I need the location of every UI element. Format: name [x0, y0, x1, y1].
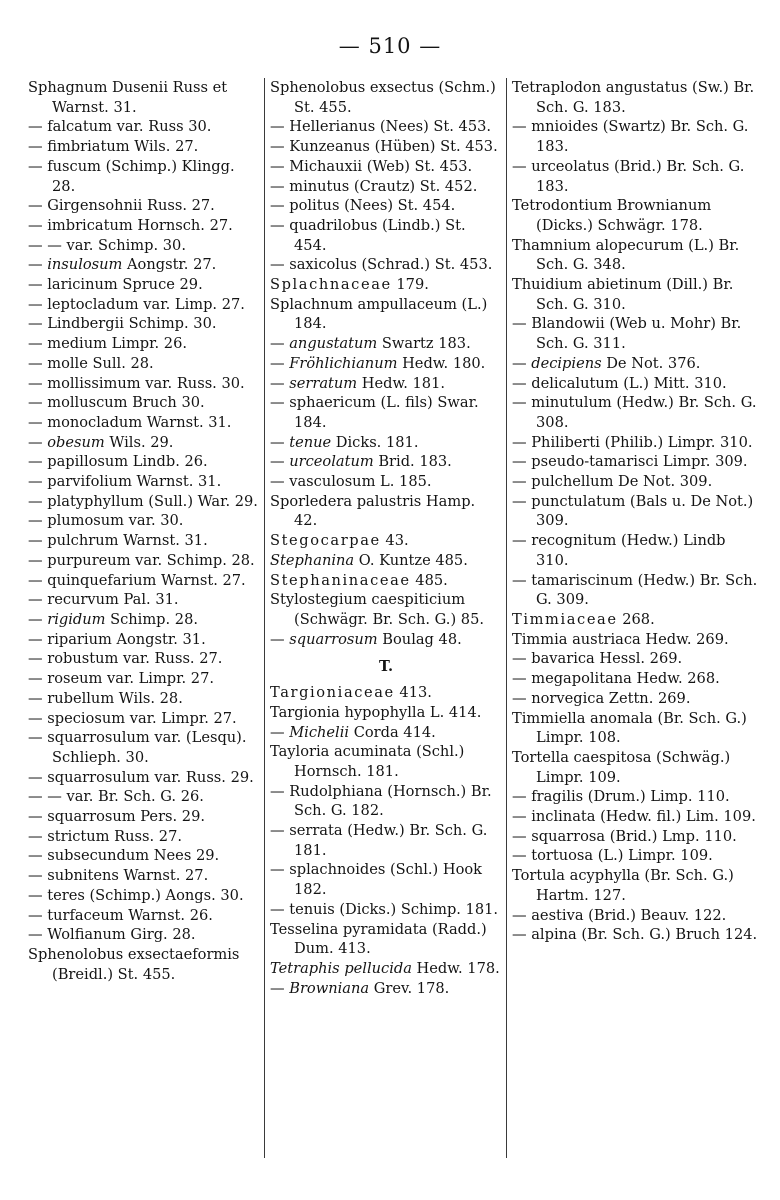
index-column-3 [512, 78, 758, 945]
index-entry [270, 255, 502, 275]
entry-suffix: Hedw. 178. [411, 959, 500, 977]
index-entry [28, 571, 260, 591]
index-entry [270, 137, 502, 157]
index-entry [512, 472, 758, 492]
entry-text: — purpureum var. Schimp. 28. [28, 551, 255, 569]
section-letter: T. [378, 658, 394, 676]
entry-text: — speciosum var. Limpr. 27. [28, 709, 237, 727]
entry-text: — [270, 723, 290, 741]
entry-suffix: 485. [410, 571, 448, 589]
entry-text: — [28, 610, 48, 628]
index-entry [270, 78, 502, 117]
entry-text: — serrata (Hedw.) Br. Sch. G. 181. [270, 822, 488, 859]
index-entry [28, 925, 260, 945]
index-entry [270, 630, 502, 650]
index-entry [28, 906, 260, 926]
index-entry [512, 827, 758, 847]
index-entry [28, 472, 260, 492]
entry-text: — bavarica Hessl. 269. [512, 650, 683, 668]
entry-text: — strictum Russ. 27. [28, 827, 182, 845]
entry-text: — riparium Aongstr. 31. [28, 630, 206, 648]
entry-text: — Girgensohnii Russ. 27. [28, 197, 215, 215]
index-entry [270, 821, 502, 860]
entry-text: — leptocladum var. Limp. 27. [28, 295, 245, 313]
entry-text: Tetrodontium Brownianum (Dicks.) Schwägr. 178. [512, 197, 712, 234]
index-entry [28, 807, 260, 827]
index-entry [270, 703, 502, 723]
entry-text: — quinquefarium Warnst. 27. [28, 571, 246, 589]
index-entry [512, 571, 758, 610]
entry-text: — pulchrum Warnst. 31. [28, 532, 208, 550]
index-entry [512, 492, 758, 531]
index-entry [28, 886, 260, 906]
entry-text: Tortella caespitosa (Schwäg.) Limpr. 109. [512, 748, 731, 786]
index-entry [512, 649, 758, 669]
entry-suffix: 268. [617, 610, 655, 628]
index-entry [28, 452, 260, 472]
entry-text: — recurvum Pal. 31. [28, 591, 179, 609]
index-entry [270, 216, 502, 255]
index-entry [270, 683, 502, 703]
entry-text: — medium Limpr. 26. [28, 335, 187, 353]
index-entry [270, 782, 502, 821]
index-entry [512, 846, 758, 866]
entry-suffix: Dicks. 181. [331, 433, 419, 451]
entry-suffix: Aongstr. 27. [122, 256, 217, 274]
entry-suffix: De Not. 376. [601, 354, 701, 372]
entry-suffix: Schimp. 28. [105, 610, 199, 628]
index-entry [28, 216, 260, 236]
index-entry [28, 689, 260, 709]
index-entry [28, 649, 260, 669]
entry-text: — urceolatus (Brid.) Br. Sch. G. 183. [512, 157, 745, 195]
entry-text: — [512, 354, 532, 372]
entry-text: — sphaericum (L. fils) Swar. 184. [270, 394, 479, 431]
index-entry [270, 177, 502, 197]
index-entry [512, 807, 758, 827]
entry-text: — Kunzeanus (Hüben) St. 453. [270, 138, 498, 156]
entry-text: — alpina (Br. Sch. G.) Bruch 124. [512, 926, 758, 944]
entry-italic: Browniana [289, 979, 370, 997]
entry-text: Thuidium abietinum (Dill.) Br. Sch. G. 310. [512, 276, 734, 313]
entry-text: Targionia hypophylla L. 414. [270, 703, 482, 721]
index-entry [28, 196, 260, 216]
entry-text: — mnioides (Swartz) Br. Sch. G. 183. [512, 118, 749, 156]
entry-text: — saxicolus (Schrad.) St. 453. [270, 256, 493, 274]
index-entry [28, 866, 260, 886]
entry-text: Timmiella anomala (Br. Sch. G.) Limpr. 108. [512, 709, 747, 747]
entry-text: — [270, 374, 290, 392]
entry-italic: obesum [47, 433, 105, 451]
index-entry [270, 117, 502, 137]
index-entry [28, 511, 260, 531]
entry-suffix: 43. [380, 532, 409, 550]
entry-text: — plumosum var. 30. [28, 512, 184, 530]
index-entry [512, 157, 758, 196]
entry-suffix: 413. [394, 684, 432, 702]
entry-text: — tortuosa (L.) Limpr. 109. [512, 847, 713, 865]
index-entry [512, 236, 758, 275]
index-entry [270, 920, 502, 959]
index-entry [270, 157, 502, 177]
index-entry [512, 787, 758, 807]
entry-text: — tamariscinum (Hedw.) Br. Sch. G. 309. [512, 571, 758, 609]
entry-family-name: Splachnaceae [270, 276, 392, 294]
entry-suffix: Brid. 183. [373, 453, 452, 471]
entry-family-name: Stephaninaceae [270, 571, 411, 589]
entry-text: — imbricatum Hornsch. 27. [28, 216, 233, 234]
entry-suffix: Hedw. 180. [397, 354, 486, 372]
index-entry [512, 275, 758, 314]
entry-text: — squarrosulum var. Russ. 29. [28, 768, 254, 786]
index-entry [512, 117, 758, 156]
index-entry [28, 275, 260, 295]
index-entry [28, 236, 260, 256]
entry-text: — molluscum Bruch 30. [28, 394, 205, 412]
entry-text: — quadrilobus (Lindb.) St. 454. [270, 216, 466, 254]
index-entry [270, 723, 502, 743]
entry-text: — Philiberti (Philib.) Limpr. 310. [512, 433, 753, 451]
index-entry [28, 945, 260, 984]
index-entry [512, 689, 758, 709]
index-entry [270, 959, 502, 979]
entry-suffix: 179. [391, 276, 429, 294]
entry-text: — platyphyllum (Sull.) War. 29. [28, 492, 258, 510]
entry-family-name: Targioniaceae [270, 684, 395, 702]
entry-text: — molle Sull. 28. [28, 354, 154, 372]
entry-suffix: Swartz 183. [377, 335, 471, 353]
index-entry [28, 314, 260, 334]
index-entry [28, 787, 260, 807]
entry-text: — squarrosum Pers. 29. [28, 808, 206, 826]
entry-text: Sphenolobus exsectaeformis (Breidl.) St. 455. [28, 945, 240, 983]
index-column-2 [270, 78, 502, 998]
entry-text: — papillosum Lindb. 26. [28, 453, 208, 471]
entry-text: — norvegica Zettn. 269. [512, 689, 691, 707]
entry-text: — [28, 433, 48, 451]
entry-suffix: Boulag 48. [377, 630, 462, 648]
entry-text: — laricinum Spruce 29. [28, 276, 203, 294]
index-entry [270, 860, 502, 899]
index-entry [270, 374, 502, 394]
index-entry [512, 452, 758, 472]
index-entry [28, 610, 260, 630]
index-entry [512, 531, 758, 570]
index-entry [28, 827, 260, 847]
entry-text: — [270, 335, 290, 353]
entry-text: — fimbriatum Wils. 27. [28, 138, 199, 156]
entry-text: Splachnum ampullaceum (L.) 184. [270, 295, 488, 333]
entry-text: — tenuis (Dicks.) Schimp. 181. [270, 900, 499, 918]
entry-text: Timmia austriaca Hedw. 269. [512, 630, 729, 648]
index-entry [512, 630, 758, 650]
entry-text: Stylostegium caespiticium (Schwägr. Br. Sch. G.) 85. [270, 591, 484, 628]
entry-text: — rubellum Wils. 28. [28, 689, 183, 707]
index-entry [270, 472, 502, 492]
entry-text: — [270, 354, 290, 372]
entry-text: — — var. Schimp. 30. [28, 236, 186, 254]
entry-text: — parvifolium Warnst. 31. [28, 473, 222, 491]
entry-text: — subsecundum Nees 29. [28, 847, 220, 865]
entry-text: Tesselina pyramidata (Radd.) Dum. 413. [270, 920, 487, 958]
entry-text: — fuscum (Schimp.) Klingg. 28. [28, 157, 235, 195]
column-divider-2 [506, 78, 507, 1158]
entry-text: — robustum var. Russ. 27. [28, 650, 223, 668]
entry-italic: decipiens [531, 354, 602, 372]
entry-italic: angustatum [289, 335, 378, 353]
entry-text: — megapolitana Hedw. 268. [512, 670, 720, 688]
entry-text: — vasculosum L. 185. [270, 473, 432, 491]
index-entry [28, 768, 260, 788]
index-entry [28, 669, 260, 689]
entry-text: — Michauxii (Web) St. 453. [270, 157, 473, 175]
index-entry [28, 354, 260, 374]
entry-italic: squarrosum [289, 630, 378, 648]
index-entry [28, 374, 260, 394]
entry-suffix: Hedw. 181. [357, 374, 446, 392]
entry-text: — monocladum Warnst. 31. [28, 413, 232, 431]
entry-suffix: Grev. 178. [369, 979, 450, 997]
index-entry [28, 78, 260, 117]
index-entry [28, 630, 260, 650]
index-entry [512, 709, 758, 748]
entry-italic: tenue [289, 433, 332, 451]
entry-italic: rigidum [47, 610, 106, 628]
entry-text: — squarrosa (Brid.) Lmp. 110. [512, 827, 737, 845]
index-entry [270, 900, 502, 920]
entry-text: — punctulatum (Bals u. De Not.) 309. [512, 492, 754, 530]
entry-text: — — var. Br. Sch. G. 26. [28, 788, 204, 806]
index-entry [512, 610, 758, 630]
entry-italic: Michelii [289, 723, 350, 741]
index-entry [28, 413, 260, 433]
entry-text: — minutulum (Hedw.) Br. Sch. G. 308. [512, 394, 757, 431]
index-entry [28, 492, 260, 512]
entry-text: — Hellerianus (Nees) St. 453. [270, 118, 492, 136]
entry-text: — [28, 256, 48, 274]
entry-text: — Lindbergii Schimp. 30. [28, 315, 217, 333]
index-entry [28, 551, 260, 571]
index-entry [270, 452, 502, 472]
entry-text: — aestiva (Brid.) Beauv. 122. [512, 906, 727, 924]
entry-text: — inclinata (Hedw. fil.) Lim. 109. [512, 808, 756, 826]
entry-text: — Rudolphiana (Hornsch.) Br. Sch. G. 182. [270, 782, 492, 820]
index-entry [270, 571, 502, 591]
entry-text: Sphenolobus exsectus (Schm.) St. 455. [270, 79, 496, 116]
index-entry [28, 709, 260, 729]
entry-text: — fragilis (Drum.) Limp. 110. [512, 788, 730, 806]
index-entry [512, 866, 758, 905]
entry-family-name: Timmiaceae [512, 610, 618, 628]
index-entry [28, 255, 260, 275]
entry-text: — pulchellum De Not. 309. [512, 473, 713, 491]
index-entry [28, 157, 260, 196]
index-entry [512, 354, 758, 374]
index-entry [512, 78, 758, 117]
index-entry [512, 433, 758, 453]
entry-text: — recognitum (Hedw.) Lindb 310. [512, 532, 726, 569]
entry-text: — [270, 433, 290, 451]
index-entry [512, 748, 758, 787]
entry-text: — subnitens Warnst. 27. [28, 867, 209, 885]
index-entry [270, 433, 502, 453]
index-entry [512, 374, 758, 394]
index-entry [28, 433, 260, 453]
entry-italic: Tetraphis pellucida [270, 959, 412, 977]
entry-italic: Fröhlichianum [289, 354, 398, 372]
entry-suffix: Wils. 29. [104, 433, 174, 451]
entry-text: — teres (Schimp.) Aongs. 30. [28, 886, 244, 904]
index-entry [28, 590, 260, 610]
index-entry [270, 492, 502, 531]
index-entry [512, 906, 758, 926]
index-column-1 [28, 78, 260, 984]
entry-text: — Blandowii (Web u. Mohr) Br. Sch. G. 311. [512, 315, 742, 353]
entry-text: Tetraplodon angustatus (Sw.) Br. Sch. G. 183. [512, 79, 755, 116]
index-entry [270, 742, 502, 781]
index-entry [270, 354, 502, 374]
index-entry [512, 393, 758, 432]
index-entry [28, 393, 260, 413]
entry-text: — Wolfianum Girg. 28. [28, 926, 196, 944]
index-entry [28, 334, 260, 354]
index-entry [270, 531, 502, 551]
entry-text: Sporledera palustris Hamp. 42. [270, 492, 476, 530]
index-entry [28, 295, 260, 315]
entry-text: Sphagnum Dusenii Russ et Warnst. 31. [28, 79, 228, 116]
entry-text: — roseum var. Limpr. 27. [28, 670, 214, 688]
entry-suffix: O. Kuntze 485. [354, 551, 468, 569]
page-number: — 510 — [338, 34, 442, 58]
entry-text: — [270, 630, 290, 648]
entry-text: — turfaceum Warnst. 26. [28, 906, 213, 924]
entry-text: — mollissimum var. Russ. 30. [28, 374, 245, 392]
index-entry [270, 196, 502, 216]
entry-suffix: Corda 414. [349, 723, 436, 741]
entry-text: Tortula acyphylla (Br. Sch. G.) Hartm. 127. [512, 867, 734, 904]
index-entry [270, 393, 502, 432]
entry-text: — pseudo-tamarisci Limpr. 309. [512, 453, 748, 471]
index-entry [28, 531, 260, 551]
entry-text: — politus (Nees) St. 454. [270, 197, 456, 215]
index-entry [270, 295, 502, 334]
entry-text: — minutus (Crautz) St. 452. [270, 177, 478, 195]
entry-italic: Stephanina [270, 551, 355, 569]
entry-family-name: Stegocarpae [270, 532, 381, 550]
entry-text: Thamnium alopecurum (L.) Br. Sch. G. 348. [512, 236, 740, 274]
entry-text: — squarrosulum var. (Lesqu). Schlieph. 30. [28, 729, 247, 766]
entry-text: — [270, 453, 290, 471]
entry-text: — delicalutum (L.) Mitt. 310. [512, 374, 727, 392]
entry-italic: urceolatum [289, 453, 374, 471]
index-entry [270, 275, 502, 295]
index-entry [512, 669, 758, 689]
index-entry [28, 846, 260, 866]
index-entry [28, 117, 260, 137]
index-entry [270, 979, 502, 999]
entry-text: — [270, 979, 290, 997]
entry-text: — falcatum var. Russ 30. [28, 118, 212, 136]
entry-text: — splachnoides (Schl.) Hook 182. [270, 861, 483, 899]
index-entry [270, 334, 502, 354]
index-entry [28, 728, 260, 767]
entry-italic: insulosum [47, 256, 123, 274]
index-entry [512, 196, 758, 235]
index-entry [512, 925, 758, 945]
entry-text: Tayloria acuminata (Schl.) Hornsch. 181. [270, 743, 465, 780]
index-entry [28, 137, 260, 157]
entry-italic: serratum [289, 374, 358, 392]
index-entry [270, 551, 502, 571]
index-entry [270, 590, 502, 629]
index-entry [512, 314, 758, 353]
column-divider-1 [264, 78, 265, 1158]
